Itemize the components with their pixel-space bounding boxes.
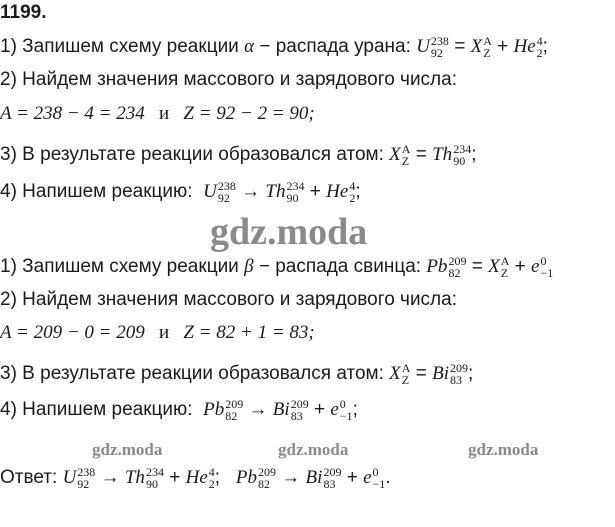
p2-step3: 3) В результате реакции образовался атом: X A Z = Bi 209 83 ; — [0, 361, 474, 387]
watermark-main: gdz.moda — [210, 211, 368, 253]
p1-step3: 3) В результате реакции образовался атом: X A Z = Th 234 90 ; — [0, 142, 477, 168]
p1-step2: 2) Найдем значения массового и зарядового числа: — [0, 69, 457, 90]
p1-step1: 1) Запишем схему реакции α − распада урана: U 238 92 = X A Z + He 4 2 ; — [0, 34, 548, 60]
p2-step2: 2) Найдем значения массового и зарядового числа: — [0, 289, 457, 310]
p2-step1: 1) Запишем схему реакции β − распада свинца: Pb 209 82 = X A Z + e 0 −1 — [0, 254, 554, 280]
p1-step4: 4) Напишем реакцию: U 238 92 → Th 234 90 + He 4 2 ; — [0, 179, 361, 205]
watermark-small-3: gdz.moda — [468, 440, 539, 459]
answer-line: Ответ: U 238 92 → Th 234 90 + He 4 2 ; Pb 209 82 → Bi 209 83 + e 0 −1 . — [0, 465, 391, 491]
p2-step4: 4) Напишем реакцию: Pb 209 82 → Bi 209 83 + e 0 −1 ; — [0, 397, 358, 423]
p1-step2-values: A = 238 − 4 = 234 и Z = 92 − 2 = 90; — [0, 103, 315, 124]
watermark-small-1: gdz.moda — [92, 440, 163, 459]
problem-number: 1199. — [0, 2, 47, 23]
p2-step2-values: A = 209 − 0 = 209 и Z = 82 + 1 = 83; — [0, 322, 315, 343]
watermark-small-2: gdz.moda — [278, 440, 349, 459]
